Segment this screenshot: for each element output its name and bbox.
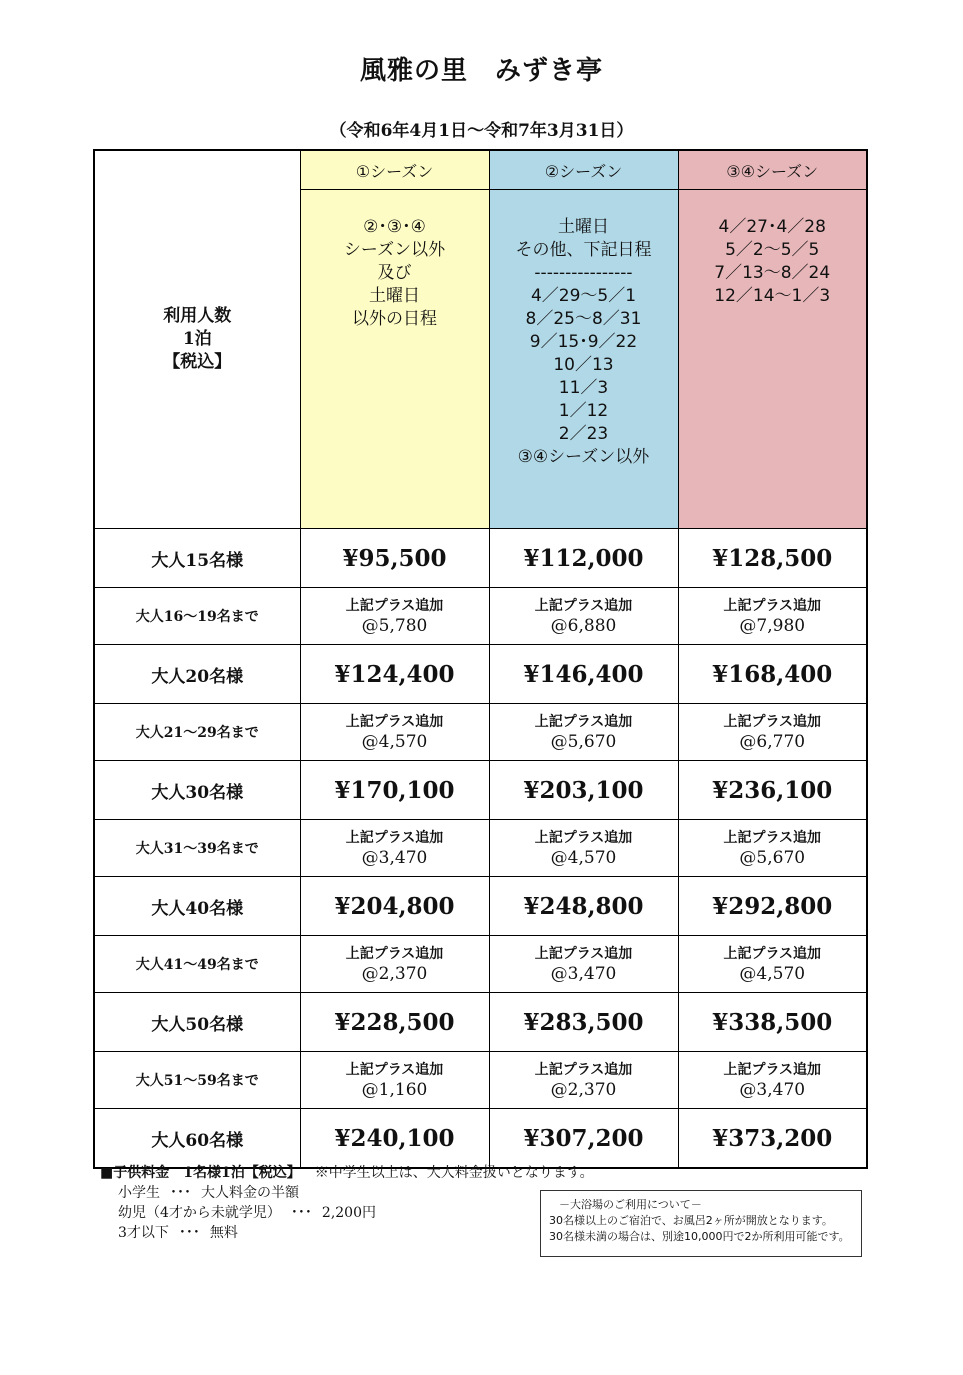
additional-rate-row <box>94 704 867 761</box>
season-date-line: 及び <box>377 263 412 283</box>
rate-table <box>93 149 868 1169</box>
row-label: 大人30名様 <box>94 761 300 820</box>
additional-rate-prefix: 上記プラス追加 <box>534 713 633 730</box>
additional-rate-cell <box>489 704 678 761</box>
child-fee-label: 3才以下 <box>118 1225 169 1241</box>
additional-rate-prefix: 上記プラス追加 <box>534 829 633 846</box>
season-date-line: 9／15･9／22 <box>529 332 638 352</box>
price-row <box>94 1109 867 1169</box>
additional-rate-row <box>94 1052 867 1109</box>
additional-rate-value: @3,470 <box>550 963 617 984</box>
additional-rate-prefix: 上記プラス追加 <box>723 597 822 614</box>
season-date-line: 10／13 <box>553 355 614 375</box>
child-fee-sep: ･･･ <box>178 1225 200 1241</box>
season-2-dates <box>489 190 678 529</box>
child-fee-label: 小学生 <box>118 1185 160 1201</box>
season-date-line: 1／12 <box>558 401 609 421</box>
additional-rate-cell <box>300 704 489 761</box>
price-row <box>94 877 867 936</box>
bath-notice-title: －大浴場のご利用について－ <box>559 1198 702 1211</box>
additional-rate-value: @4,570 <box>739 963 806 984</box>
row-label: 大人15名様 <box>94 529 300 588</box>
additional-rate-prefix: 上記プラス追加 <box>534 597 633 614</box>
additional-rate-prefix: 上記プラス追加 <box>534 945 633 962</box>
season-date-line: ②･③･④ <box>363 217 426 237</box>
child-fee-value: 無料 <box>209 1225 238 1241</box>
child-fee-sep: ･･･ <box>290 1205 312 1221</box>
child-fees-title: ■子供料金 1名様1泊【税込】 <box>100 1165 301 1181</box>
price-cell: ¥283,500 <box>489 993 678 1052</box>
additional-rate-value: @3,470 <box>361 847 428 868</box>
season-date-line: シーズン以外 <box>343 240 446 260</box>
additional-rate-value: @5,670 <box>550 731 617 752</box>
season-2-header: ②シーズン <box>489 150 678 190</box>
price-cell: ¥338,500 <box>678 993 867 1052</box>
row-label: 大人20名様 <box>94 645 300 704</box>
additional-rate-prefix: 上記プラス追加 <box>723 1061 822 1078</box>
additional-rate-cell <box>300 1052 489 1109</box>
price-cell: ¥203,100 <box>489 761 678 820</box>
additional-rate-cell <box>678 588 867 645</box>
additional-rate-value: @6,880 <box>550 615 617 636</box>
price-cell: ¥95,500 <box>300 529 489 588</box>
additional-rate-value: @2,370 <box>550 1079 617 1100</box>
child-fee-item <box>118 1223 594 1243</box>
row-label: 大人50名様 <box>94 993 300 1052</box>
additional-rate-cell <box>489 936 678 993</box>
season-34-dates <box>678 190 867 529</box>
season-date-line: 土曜日 <box>558 217 609 237</box>
validity-period: （令和6年4月1日～令和7年3月31日） <box>329 121 634 141</box>
child-fee-item <box>118 1203 594 1223</box>
child-fees <box>100 1163 594 1243</box>
additional-rate-value: @2,370 <box>361 963 428 984</box>
row-label: 大人40名様 <box>94 877 300 936</box>
price-cell: ¥146,400 <box>489 645 678 704</box>
price-cell: ¥168,400 <box>678 645 867 704</box>
bath-notice-box <box>540 1190 862 1257</box>
child-fee-item <box>118 1183 594 1203</box>
header-label-line: 【税込】 <box>163 352 232 372</box>
additional-rate-prefix: 上記プラス追加 <box>534 1061 633 1078</box>
price-cell: ¥307,200 <box>489 1109 678 1169</box>
additional-rate-value: @4,570 <box>361 731 428 752</box>
season-date-line: 4／29～5／1 <box>530 286 637 306</box>
additional-rate-value: @7,980 <box>739 615 806 636</box>
row-label: 大人51～59名まで <box>94 1052 300 1109</box>
season-date-line: 4／27･4／28 <box>718 217 826 237</box>
price-cell: ¥248,800 <box>489 877 678 936</box>
additional-rate-cell <box>300 820 489 877</box>
additional-rate-row <box>94 936 867 993</box>
season-date-line: 土曜日 <box>369 286 420 306</box>
additional-rate-prefix: 上記プラス追加 <box>345 829 444 846</box>
season-date-line: その他、下記日程 <box>515 240 652 260</box>
page-title: 風雅の里 みずき亭 <box>359 56 603 86</box>
season-1-header: ①シーズン <box>300 150 489 190</box>
child-fee-value: 2,200円 <box>321 1205 377 1221</box>
season-1-dates <box>300 190 489 529</box>
additional-rate-cell <box>678 1052 867 1109</box>
additional-rate-prefix: 上記プラス追加 <box>345 1061 444 1078</box>
additional-rate-value: @4,570 <box>550 847 617 868</box>
row-label: 大人60名様 <box>94 1109 300 1169</box>
price-cell: ¥228,500 <box>300 993 489 1052</box>
price-cell: ¥240,100 <box>300 1109 489 1169</box>
price-cell: ¥128,500 <box>678 529 867 588</box>
header-label-line: 1泊 <box>182 329 212 349</box>
row-label: 大人31～39名まで <box>94 820 300 877</box>
price-row <box>94 761 867 820</box>
additional-rate-cell <box>678 820 867 877</box>
child-fee-label: 幼児（4才から未就学児） <box>118 1205 281 1221</box>
season-date-line: 以外の日程 <box>352 309 437 329</box>
additional-rate-prefix: 上記プラス追加 <box>723 713 822 730</box>
additional-rate-value: @3,470 <box>739 1079 806 1100</box>
child-fee-sep: ･･･ <box>170 1185 191 1201</box>
season-date-line: 5／2～5／5 <box>725 240 820 260</box>
header-label-line: 利用人数 <box>163 306 232 326</box>
season-date-line: ③④シーズン以外 <box>517 447 650 467</box>
season-date-line: 12／14～1／3 <box>714 286 831 306</box>
header-label <box>94 150 300 529</box>
additional-rate-value: @5,780 <box>361 615 428 636</box>
price-row <box>94 645 867 704</box>
additional-rate-prefix: 上記プラス追加 <box>723 945 822 962</box>
additional-rate-row <box>94 588 867 645</box>
price-row <box>94 993 867 1052</box>
additional-rate-cell <box>678 704 867 761</box>
row-label: 大人21～29名まで <box>94 704 300 761</box>
price-cell: ¥204,800 <box>300 877 489 936</box>
row-label: 大人16～19名まで <box>94 588 300 645</box>
additional-rate-cell <box>678 936 867 993</box>
child-fee-value: 大人料金の半額 <box>201 1185 299 1201</box>
additional-rate-cell <box>489 1052 678 1109</box>
price-cell: ¥292,800 <box>678 877 867 936</box>
additional-rate-prefix: 上記プラス追加 <box>345 713 444 730</box>
price-cell: ¥373,200 <box>678 1109 867 1169</box>
additional-rate-row <box>94 820 867 877</box>
additional-rate-cell <box>489 588 678 645</box>
bath-notice-line: 30名様未満の場合は、別途10,000円で2か所利用可能です。 <box>549 1230 850 1243</box>
price-cell: ¥124,400 <box>300 645 489 704</box>
season-date-line: 8／25～8／31 <box>525 309 642 329</box>
child-fees-heading <box>100 1163 594 1183</box>
season-date-line: 7／13～8／24 <box>714 263 831 283</box>
additional-rate-value: @6,770 <box>739 731 806 752</box>
season-34-header: ③④シーズン <box>678 150 867 190</box>
season-date-line: 2／23 <box>558 424 609 444</box>
child-fees-note: ※中学生以上は、大人料金扱いとなります。 <box>314 1165 594 1181</box>
additional-rate-prefix: 上記プラス追加 <box>345 597 444 614</box>
season-date-line: ---------------- <box>534 263 633 283</box>
additional-rate-value: @1,160 <box>361 1079 428 1100</box>
additional-rate-cell <box>300 588 489 645</box>
bath-notice-line: 30名様以上のご宿泊で、お風呂2ヶ所が開放となります。 <box>549 1214 833 1227</box>
price-cell: ¥170,100 <box>300 761 489 820</box>
price-row <box>94 529 867 588</box>
row-label: 大人41～49名まで <box>94 936 300 993</box>
price-cell: ¥236,100 <box>678 761 867 820</box>
additional-rate-cell <box>300 936 489 993</box>
price-cell: ¥112,000 <box>489 529 678 588</box>
additional-rate-value: @5,670 <box>739 847 806 868</box>
additional-rate-cell <box>489 820 678 877</box>
season-date-line: 11／3 <box>558 378 609 398</box>
additional-rate-prefix: 上記プラス追加 <box>345 945 444 962</box>
additional-rate-prefix: 上記プラス追加 <box>723 829 822 846</box>
